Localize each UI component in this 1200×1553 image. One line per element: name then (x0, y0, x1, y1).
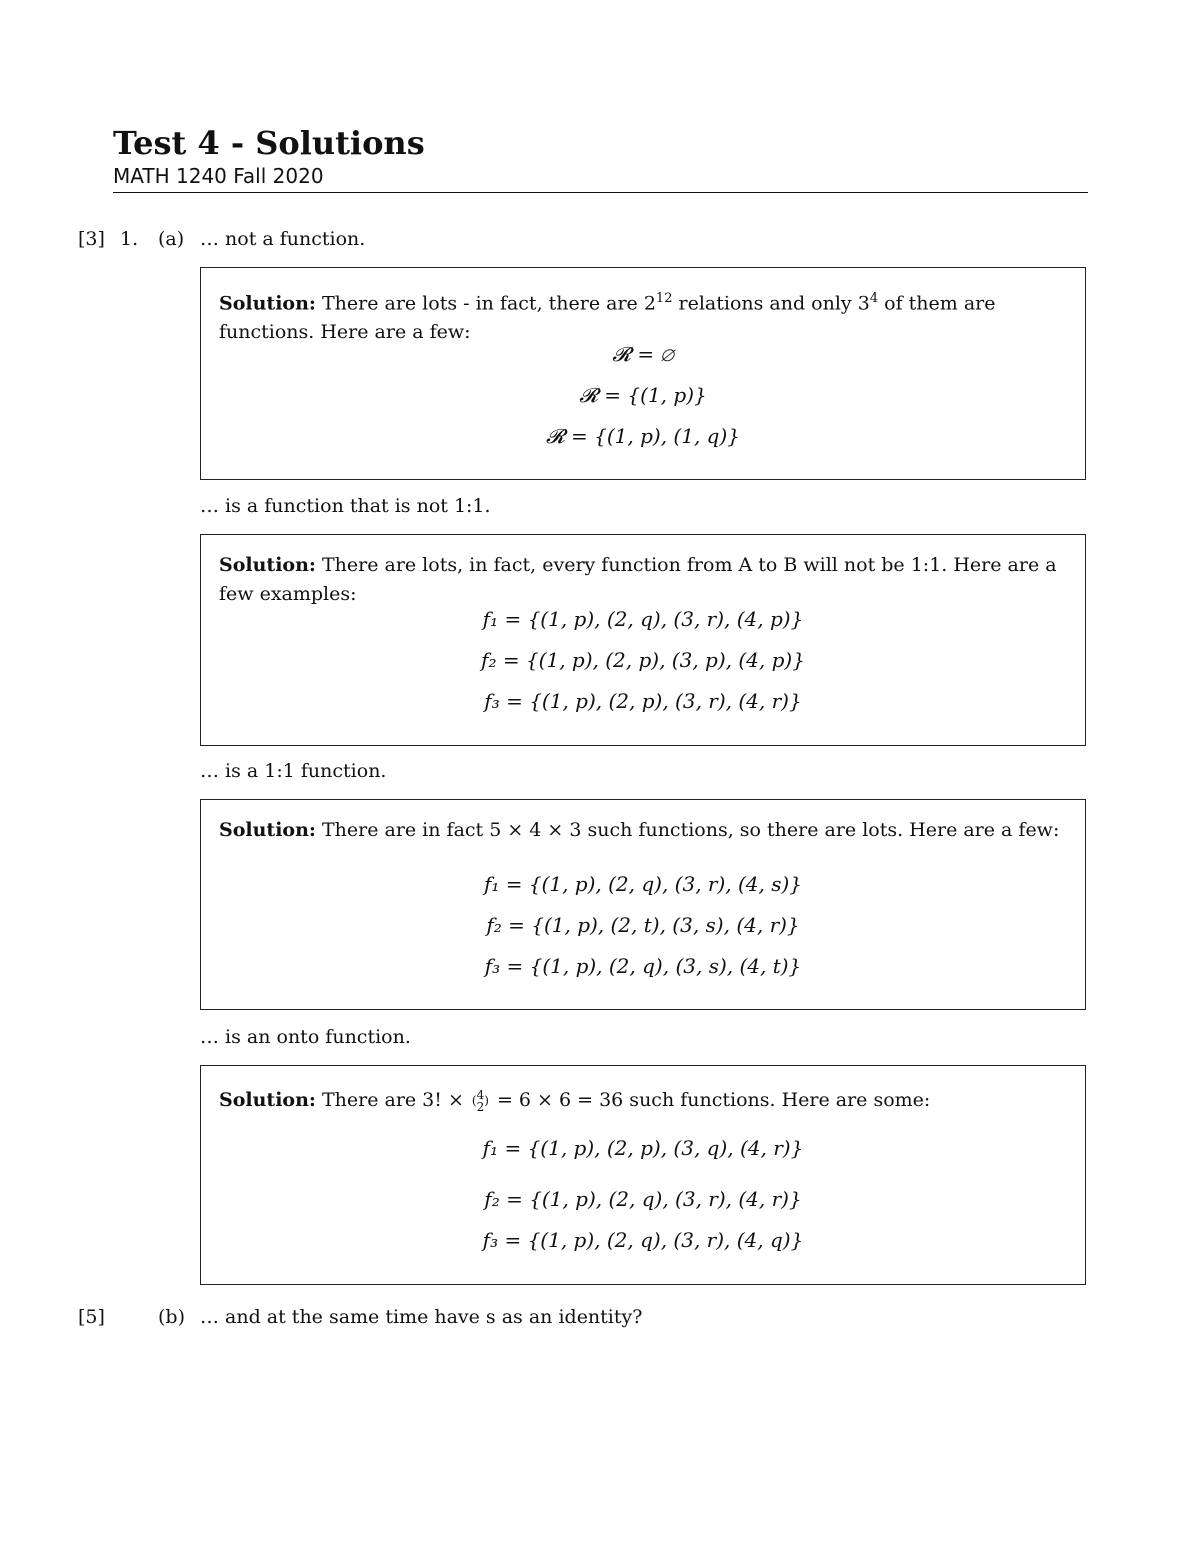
solution-label: Solution: (219, 1089, 316, 1111)
solution-text: of them are functions. Here are a few: (219, 292, 996, 344)
part-a-label: (a) (158, 228, 185, 250)
function-f3: f₃ = {(1, p), (2, q), (3, s), (4, t)} (484, 954, 802, 978)
page-title: Test 4 - Solutions (113, 124, 425, 162)
exponent: 4 (869, 291, 879, 306)
prompt-not-one-to-one: … is a function that is not 1:1. (200, 495, 491, 517)
solution-text: = 6 × 6 = 36 such functions. Here are some: (490, 1089, 931, 1111)
part-b-label: (b) (158, 1306, 185, 1328)
function-f2: f₂ = {(1, p), (2, p), (3, p), (4, p)} (481, 648, 805, 672)
solution-text-2 (219, 551, 1067, 609)
function-f1: f₁ = {(1, p), (2, q), (3, r), (4, p)} (482, 607, 804, 631)
part-b-text: … and at the same time have s as an identity? (200, 1306, 643, 1328)
points-a: [3] (78, 228, 105, 250)
exponent: 12 (655, 291, 673, 306)
solution-box-2 (200, 534, 1086, 746)
solution-text: There are 3! × (321, 1089, 470, 1111)
prompt-one-to-one: … is a 1:1 function. (200, 760, 387, 782)
equation: 𝓡 = {(1, p), (1, q)} (545, 424, 740, 448)
part-a-text: … not a function. (200, 228, 366, 250)
function-f2: f₂ = {(1, p), (2, t), (3, s), (4, r)} (486, 913, 800, 937)
header-divider (113, 192, 1088, 193)
function-f3: f₃ = {(1, p), (2, p), (3, r), (4, r)} (484, 689, 802, 713)
solution-label: Solution: (219, 292, 316, 315)
solution-label: Solution: (219, 819, 316, 841)
solution-text: There are lots, in fact, every function from A to B will not be 1:1. Here are a few examples: (219, 554, 1057, 605)
binom-bottom: 2 (476, 1100, 485, 1114)
function-f1: f₁ = {(1, p), (2, q), (3, r), (4, s)} (483, 872, 803, 896)
function-f1: f₁ = {(1, p), (2, p), (3, q), (4, r)} (482, 1136, 804, 1160)
solution-text: There are in fact 5 × 4 × 3 such functions, so there are lots. Here are a few: (321, 819, 1060, 841)
binomial: (4 2) (471, 1088, 489, 1114)
function-f3: f₃ = {(1, p), (2, q), (3, r), (4, q)} (482, 1228, 804, 1252)
solution-box-4 (200, 1065, 1086, 1285)
prompt-onto: … is an onto function. (200, 1026, 411, 1048)
function-f2: f₂ = {(1, p), (2, q), (3, r), (4, r)} (484, 1187, 802, 1211)
solution-box-3 (200, 799, 1086, 1010)
equation: 𝓡 = {(1, p)} (579, 383, 707, 407)
solution-text-4 (219, 1086, 1067, 1115)
points-b: [5] (78, 1306, 105, 1328)
solution-text-3 (219, 816, 1067, 845)
course-subtitle: MATH 1240 Fall 2020 (113, 164, 324, 188)
solution-text-1 (219, 284, 1067, 347)
equation: 𝓡 = ∅ (612, 342, 674, 366)
solution-text: There are lots - in fact, there are 2 (321, 292, 656, 315)
binom-top: 4 (476, 1088, 485, 1102)
solution-label: Solution: (219, 554, 316, 576)
question-number: 1. (120, 228, 139, 250)
solution-box-1 (200, 267, 1086, 480)
solution-text: relations and only 3 (672, 292, 870, 315)
